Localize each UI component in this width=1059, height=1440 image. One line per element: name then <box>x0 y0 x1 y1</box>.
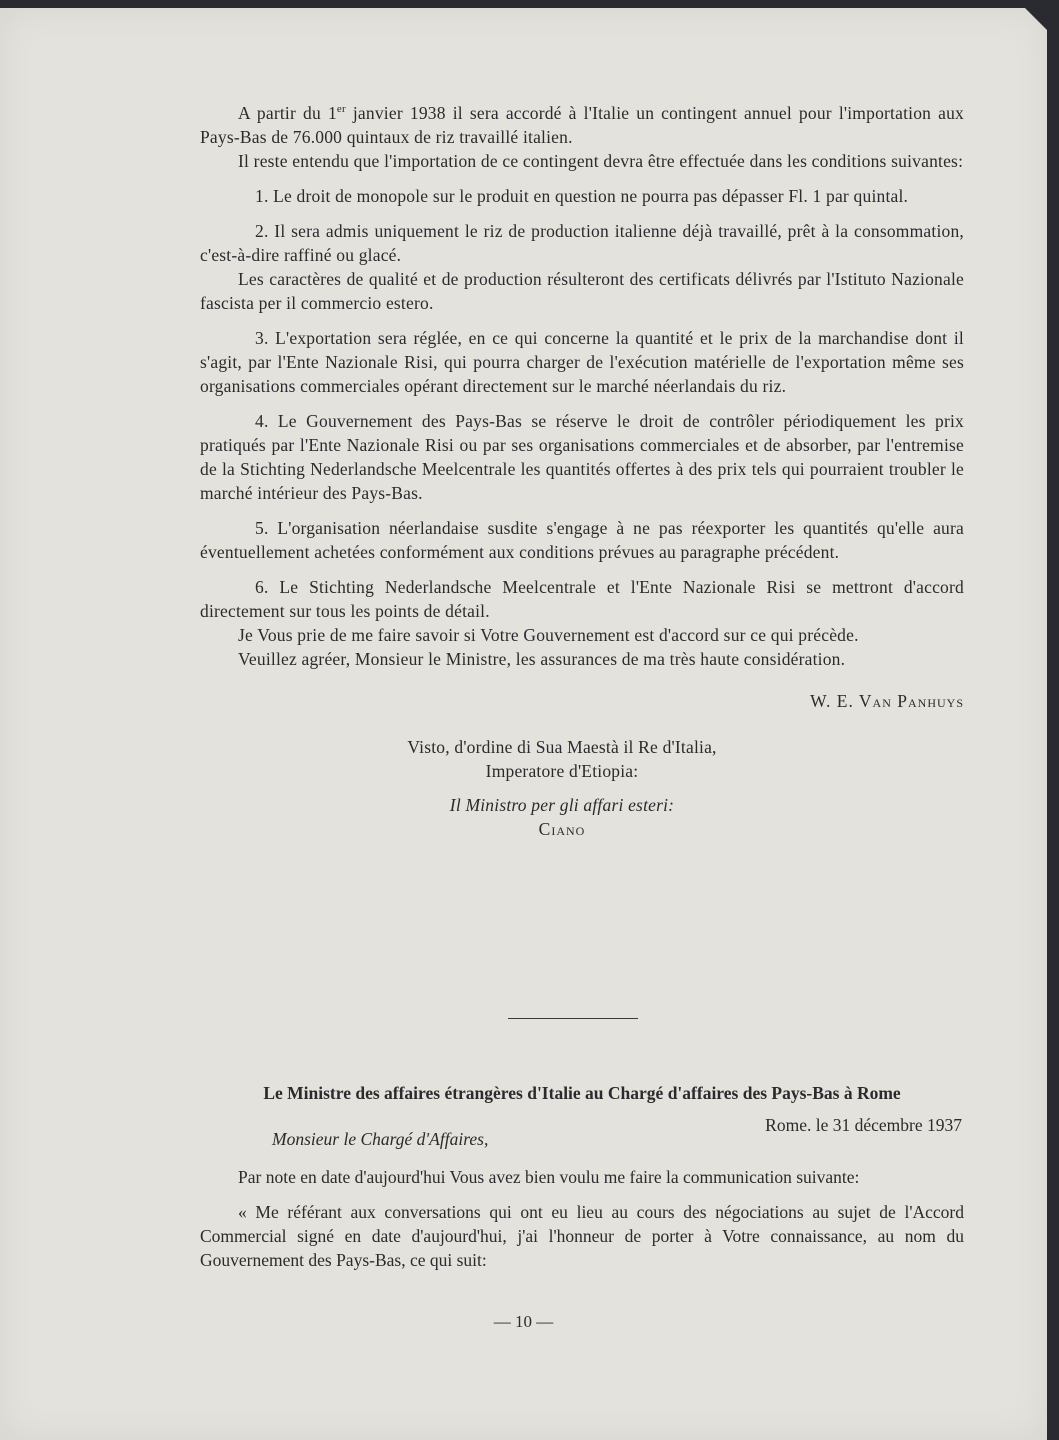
item-6: 6. Le Stichting Nederlandsche Meelcentrale et l'Ente Nazionale Risi se mettront d'accord directement sur tous les points de détail. <box>200 577 964 621</box>
para1-start: A partir du 1 <box>238 103 337 123</box>
letter-paragraph-1: Par note en date d'aujourd'hui Vous avez bien voulu me faire la communication suivante: <box>238 1167 860 1187</box>
item-3: 3. L'exportation sera réglée, en ce qui concerne la quantité et le prix de la marchandise dont il s'agit, par l'Ente Nazionale Risi, qui pourra charger de l'exécution matérielle de l'exportation même ses organisations commerciales opérant directement sur le marché néerlandais du riz. <box>200 328 964 396</box>
signature: W. E. Van Panhuys <box>810 691 964 711</box>
item-2-continued: Les caractères de qualité et de production résulteront des certificats délivrés par l'Istituto Nazionale fascista per il commercio estero. <box>200 269 964 313</box>
second-letter <box>200 1081 964 1272</box>
page-number: — 10 — <box>493 1312 554 1331</box>
paragraph-contingent <box>200 101 964 149</box>
letter-body <box>200 101 964 841</box>
visto-line-2: Imperatore d'Etiopia: <box>485 761 639 781</box>
para1-rest: janvier 1938 il sera accordé à l'Italie un contingent annuel pour l'importation aux Pays-Bas de 76.000 quintaux de riz travaillé italien. <box>200 103 964 147</box>
item-2: 2. Il sera admis uniquement le riz de production italienne déjà travaillé, prêt à la consommation, c'est-à-dire raffiné ou glacé. <box>200 221 964 265</box>
letter-heading: Le Ministre des affaires étrangères d'Italie au Chargé d'affaires des Pays-Bas à Rome <box>263 1083 901 1103</box>
salutation: Monsieur le Chargé d'Affaires, <box>272 1129 489 1149</box>
visto-signature: Ciano <box>538 819 586 839</box>
letter-date: Rome. le 31 décembre 1937 <box>765 1115 962 1135</box>
visto-line-3: Il Ministro per gli affari esteri: <box>449 795 675 815</box>
item-5: 5. L'organisation néerlandaise susdite s'engage à ne pas réexporter les quantités qu'elle aura éventuellement achetées conformément aux conditions prévues au paragraphe précédent. <box>200 518 964 562</box>
item-4: 4. Le Gouvernement des Pays-Bas se réserve le droit de contrôler périodiquement les prix pratiqués par l'Ente Nazionale Risi ou par ses organisations commerciales et de absorber, par l'entremise de la Stichting Nederlandsche Meelcentrale les quantités offertes à des prix tels qui pourraient troubler le marché intérieur des Pays-Bas. <box>200 411 964 503</box>
item-1: 1. Le droit de monopole sur le produit en question ne pourra pas dépasser Fl. 1 par quintal. <box>255 186 909 206</box>
visto-line-1: Visto, d'ordine di Sua Maestà il Re d'Italia, <box>407 737 717 757</box>
closing-paragraph: Veuillez agréer, Monsieur le Ministre, les assurances de ma très haute considération. <box>238 649 846 669</box>
ordinal-suffix: er <box>336 103 346 116</box>
letter-paragraph-2: « Me référant aux conversations qui ont eu lieu au cours des négociations au sujet de l'Accord Commercial signé en date d'aujourd'hui, j'ai l'honneur de porter à Votre connaissance, au nom du Gouvernement des Pays-Bas, ce qui suit: <box>200 1202 964 1270</box>
section-divider <box>508 1018 638 1019</box>
page-corner <box>1025 8 1047 30</box>
visto-block <box>200 735 964 841</box>
document-page <box>0 8 1047 1440</box>
date-row <box>200 1111 964 1155</box>
request-paragraph: Je Vous prie de me faire savoir si Votre Gouvernement est d'accord sur ce qui précède. <box>238 625 859 645</box>
paragraph-conditions: Il reste entendu que l'importation de ce contingent devra être effectuée dans les conditions suivantes: <box>238 151 964 171</box>
